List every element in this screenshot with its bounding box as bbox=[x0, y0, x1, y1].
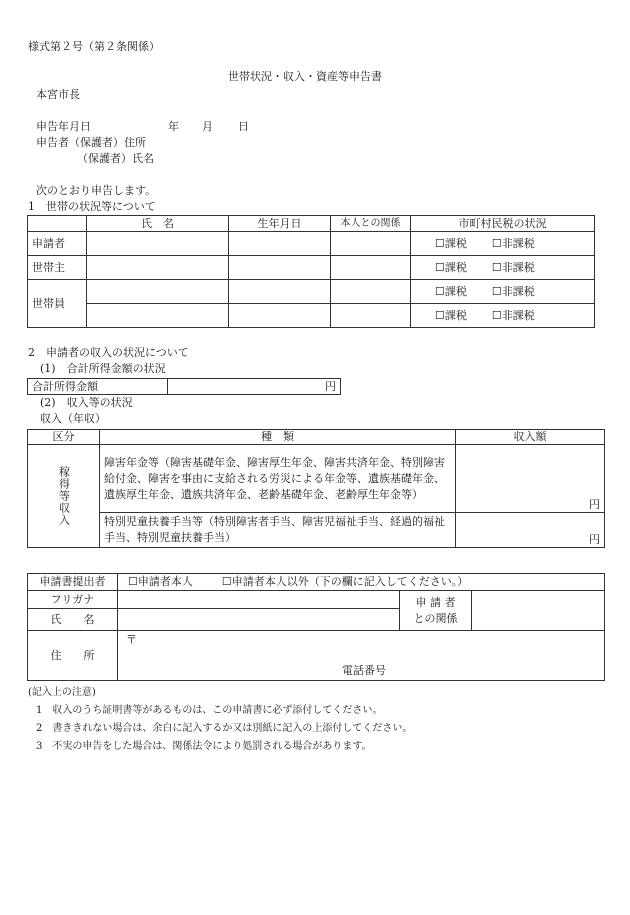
notes-heading: (記入上の注意) bbox=[28, 687, 96, 698]
header-blank bbox=[28, 216, 87, 232]
relation-line1: 申 請 者 bbox=[415, 595, 456, 609]
relation-input[interactable] bbox=[472, 591, 605, 631]
yen-unit: 円 bbox=[325, 379, 336, 393]
note-item: 2 書ききれない場合は、余白に記入するか又は別紙に記入の上添付してください。 bbox=[36, 723, 413, 734]
category-label: 稼得等収入 bbox=[57, 466, 71, 526]
annual-income-label: 収入（年収） bbox=[40, 412, 106, 425]
checkbox[interactable]: ☐ bbox=[435, 284, 445, 298]
note-item: 3 不実の申告をした場合は、関係法令により処罰される場合があります。 bbox=[36, 741, 372, 752]
section1-heading: 1 世帯の状況等について bbox=[28, 200, 156, 213]
checkbox[interactable]: ☐ bbox=[491, 284, 502, 298]
nontax-option: 非課税 bbox=[501, 260, 535, 274]
birthdate-cell[interactable] bbox=[229, 256, 331, 280]
table-row bbox=[28, 280, 595, 304]
birthdate-cell[interactable] bbox=[229, 280, 331, 304]
tax-cell bbox=[411, 280, 595, 304]
phone-label: 電話番号 bbox=[342, 664, 386, 677]
day-label: 日 bbox=[238, 120, 249, 133]
postal-mark: 〒 bbox=[126, 633, 137, 646]
checkbox[interactable]: ☐ bbox=[435, 260, 445, 274]
name-cell[interactable] bbox=[87, 304, 229, 328]
tax-cell bbox=[411, 232, 595, 256]
submitter-table bbox=[27, 573, 605, 681]
form-number: 様式第２号（第２条関係） bbox=[28, 40, 160, 53]
tax-option: 課税 bbox=[444, 260, 467, 274]
checkbox[interactable]: ☐ bbox=[491, 236, 502, 250]
checkbox[interactable]: ☐ bbox=[491, 260, 502, 274]
address-label: 住 所 bbox=[28, 631, 118, 681]
date-label: 申告年月日 bbox=[36, 120, 91, 133]
checkbox[interactable]: ☐ bbox=[435, 236, 445, 250]
section2-heading: 2 申請者の収入の状況について bbox=[28, 346, 189, 359]
income-table bbox=[27, 429, 605, 548]
subsection2-heading: (2) 収入等の状況 bbox=[40, 396, 133, 409]
total-income-label: 合計所得金額 bbox=[28, 379, 168, 395]
header-amount: 収入額 bbox=[456, 430, 605, 445]
header-birthdate: 生年月日 bbox=[229, 216, 331, 232]
tax-option: 課税 bbox=[444, 308, 467, 322]
category-cell bbox=[28, 445, 100, 548]
row-label-applicant: 申請者 bbox=[28, 232, 87, 256]
row-label-member: 世帯員 bbox=[28, 280, 87, 328]
tax-cell bbox=[411, 256, 595, 280]
month-label: 月 bbox=[202, 120, 213, 133]
relation-cell[interactable] bbox=[331, 304, 411, 328]
table-row bbox=[28, 304, 595, 328]
row-label-householder: 世帯主 bbox=[28, 256, 87, 280]
checkbox[interactable]: ☐ bbox=[128, 575, 138, 588]
header-type: 種 類 bbox=[100, 430, 456, 445]
household-table bbox=[27, 215, 595, 328]
address-input[interactable] bbox=[118, 631, 605, 681]
yen-unit: 円 bbox=[589, 498, 600, 511]
option-other: 申請者本人以外（下の欄に記入してください。） bbox=[231, 575, 469, 588]
header-tax-status: 市町村民税の状況 bbox=[411, 216, 595, 232]
name-cell[interactable] bbox=[87, 232, 229, 256]
relation-cell[interactable] bbox=[331, 280, 411, 304]
relation-cell[interactable] bbox=[331, 232, 411, 256]
submitter-label: 申請書提出者 bbox=[28, 574, 118, 591]
pension-item: 障害年金等（障害基礎年金、障害厚生年金、障害共済年金、特別障害給付金、障害を事由に支給される労災による年金等、遺族基礎年金、遺族厚生年金、遺族共済年金、老齢基礎年金、老齢厚生年金等） bbox=[100, 445, 456, 513]
total-income-table bbox=[27, 378, 341, 395]
applicant-name-label: （保護者）氏名 bbox=[77, 152, 154, 165]
header-name: 氏 名 bbox=[87, 216, 229, 232]
nontax-option: 非課税 bbox=[501, 236, 535, 250]
name-cell[interactable] bbox=[87, 280, 229, 304]
intro-text: 次のとおり申告します。 bbox=[36, 184, 157, 197]
yen-unit: 円 bbox=[589, 533, 600, 546]
allowance-item: 特別児童扶養手当等（特別障害者手当、障害児福祉手当、経過的福祉手当、特別児童扶養手当） bbox=[100, 513, 456, 548]
note-item: 1 収入のうち証明書等があるものは、この申請書に必ず添付してください。 bbox=[36, 705, 383, 716]
tax-option: 課税 bbox=[444, 284, 467, 298]
furigana-label: フリガナ bbox=[28, 591, 118, 609]
checkbox[interactable]: ☐ bbox=[221, 575, 232, 588]
option-self: 申請者本人 bbox=[137, 575, 193, 588]
name-input[interactable] bbox=[118, 609, 400, 631]
addressee: 本宮市長 bbox=[36, 88, 80, 101]
nontax-option: 非課税 bbox=[501, 308, 535, 322]
pension-amount[interactable] bbox=[456, 445, 605, 513]
birthdate-cell[interactable] bbox=[229, 304, 331, 328]
total-income-value[interactable] bbox=[168, 379, 341, 395]
submitter-options bbox=[118, 574, 605, 591]
table-row bbox=[28, 256, 595, 280]
subsection1-heading: (1) 合計所得金額の状況 bbox=[40, 362, 166, 375]
document-title: 世帯状況・収入・資産等申告書 bbox=[228, 70, 382, 83]
header-relation: 本人との関係 bbox=[331, 216, 411, 232]
checkbox[interactable]: ☐ bbox=[435, 308, 445, 322]
allowance-amount[interactable] bbox=[456, 513, 605, 548]
table-row bbox=[28, 445, 605, 513]
name-cell[interactable] bbox=[87, 256, 229, 280]
relation-cell[interactable] bbox=[331, 256, 411, 280]
checkbox[interactable]: ☐ bbox=[491, 308, 502, 322]
relation-line2: との関係 bbox=[413, 611, 458, 625]
table-row bbox=[28, 232, 595, 256]
applicant-address-label: 申告者（保護者）住所 bbox=[36, 136, 146, 149]
furigana-input[interactable] bbox=[118, 591, 400, 609]
year-label: 年 bbox=[168, 120, 179, 133]
birthdate-cell[interactable] bbox=[229, 232, 331, 256]
name-label: 氏 名 bbox=[28, 609, 118, 631]
nontax-option: 非課税 bbox=[501, 284, 535, 298]
tax-option: 課税 bbox=[444, 236, 467, 250]
tax-cell bbox=[411, 304, 595, 328]
header-category: 区分 bbox=[28, 430, 100, 445]
relation-label bbox=[400, 591, 472, 631]
table-row bbox=[28, 513, 605, 548]
